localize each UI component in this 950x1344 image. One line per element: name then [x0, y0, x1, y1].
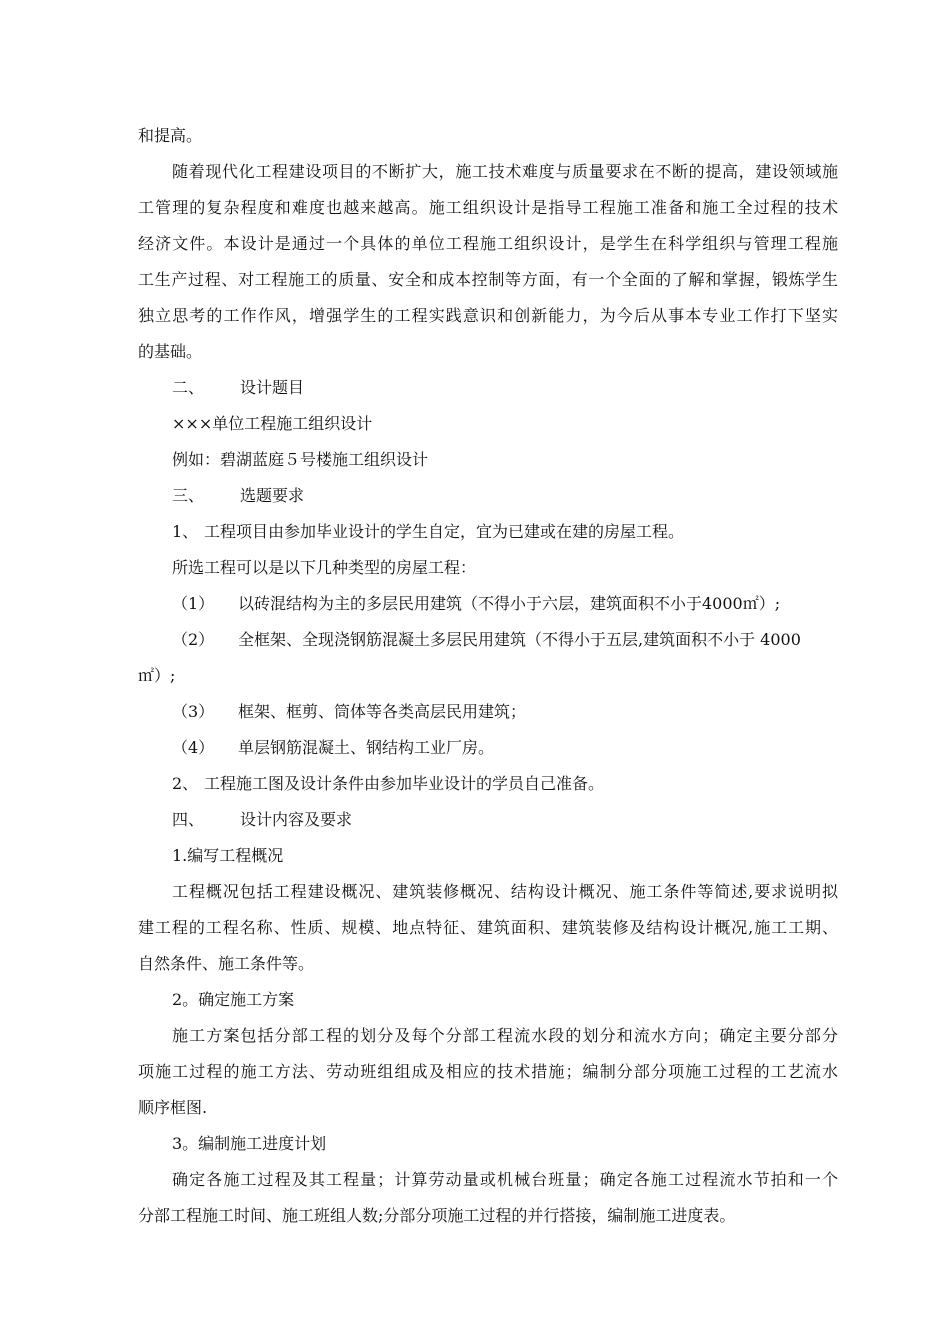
design-title-line: ×××单位工程施工组织设计 — [172, 414, 373, 433]
item-text: 单层钢筋混凝土、钢结构工业厂房。 — [238, 738, 495, 757]
type-item — [172, 702, 526, 722]
paragraph-line: 项施工过程的施工方法、劳动班组组成及相应的技术措施；编制分部分项施工过程的工艺流水 — [138, 1062, 838, 1081]
paragraph-line: 施工方案包括分部工程的划分及每个分部工程流水段的划分和流水方向；确定主要分部分 — [172, 1026, 838, 1045]
type-item-continuation: ㎡）; — [138, 666, 176, 685]
paragraph-line: 和提高。 — [138, 126, 203, 145]
subsection-title: 2。确定施工方案 — [172, 990, 295, 1009]
paragraph-line: 独立思考的工作作风，增强学生的工程实践意识和创新能力，为今后从事本专业工作打下坚实 — [138, 306, 838, 325]
item-number: （4） — [172, 738, 215, 757]
heading-number: 四、 — [172, 810, 205, 829]
paragraph-line: 工管理的复杂程度和难度也越来越高。施工组织设计是指导工程施工准备和施工全过程的技术 — [138, 198, 838, 217]
item-text: 框架、框剪、筒体等各类高层民用建筑； — [238, 702, 527, 721]
section-heading-3 — [172, 486, 304, 506]
heading-text: 选题要求 — [240, 486, 305, 505]
requirement-item — [172, 774, 604, 794]
paragraph-line: 顺序框图. — [138, 1098, 208, 1117]
section-heading-4 — [172, 810, 352, 830]
paragraph-line: 分部工程施工时间、施工班组人数;分部分项施工过程的并行搭接，编制施工进度表。 — [138, 1206, 736, 1225]
heading-number: 三、 — [172, 486, 205, 505]
paragraph-line: 随着现代化工程建设项目的不断扩大，施工技术难度与质量要求在不断的提高，建设领域施 — [172, 162, 838, 181]
item-number: （2） — [172, 630, 215, 649]
item-number: 1、 — [172, 522, 199, 541]
paragraph-line: 建工程的工程名称、性质、规模、地点特征、建筑面积、建筑装修及结构设计概况,施工工期、 — [138, 918, 838, 937]
heading-text: 设计题目 — [240, 378, 305, 397]
item-number: （1） — [172, 594, 215, 613]
paragraph-line: 工生产过程、对工程施工的质量、安全和成本控制等方面，有一个全面的了解和掌握，锻炼学生 — [138, 270, 838, 289]
paragraph-line: 经济文件。本设计是通过一个具体的单位工程施工组织设计，是学生在科学组织与管理工程施 — [138, 234, 838, 253]
section-heading-2 — [172, 378, 304, 398]
paragraph-line: 确定各施工过程及其工程量；计算劳动量或机械台班量；确定各施工过程流水节拍和一个 — [172, 1170, 838, 1189]
type-item — [172, 630, 838, 650]
heading-number: 二、 — [172, 378, 205, 397]
type-item — [172, 738, 494, 758]
item-text: 以砖混结构为主的多层民用建筑（不得小于六层，建筑面积不小于4000㎡）; — [238, 594, 781, 613]
heading-text: 设计内容及要求 — [240, 810, 353, 829]
paragraph-line: 工程概况包括工程建设概况、建筑装修概况、结构设计概况、施工条件等简述,要求说明拟 — [172, 882, 838, 901]
paragraph-line: 自然条件、施工条件等。 — [138, 954, 315, 973]
requirement-item — [172, 522, 684, 542]
item-number: 2、 — [172, 774, 199, 793]
types-intro-line: 所选工程可以是以下几种类型的房屋工程： — [172, 558, 477, 577]
subsection-title: 1.编写工程概况 — [172, 846, 284, 865]
paragraph-line: 的基础。 — [138, 342, 203, 361]
item-text: 工程施工图及设计条件由参加毕业设计的学员自己准备。 — [204, 774, 605, 793]
type-item — [172, 594, 780, 614]
item-text: 工程项目由参加毕业设计的学生自定，宜为已建或在建的房屋工程。 — [204, 522, 685, 541]
example-line: 例如：碧湖蓝庭５号楼施工组织设计 — [172, 450, 429, 469]
item-text: 全框架、全现浇钢筋混凝土多层民用建筑（不得小于五层,建筑面积不小于 4000 — [238, 630, 801, 649]
item-number: （3） — [172, 702, 215, 721]
subsection-title: 3。编制施工进度计划 — [172, 1134, 327, 1153]
